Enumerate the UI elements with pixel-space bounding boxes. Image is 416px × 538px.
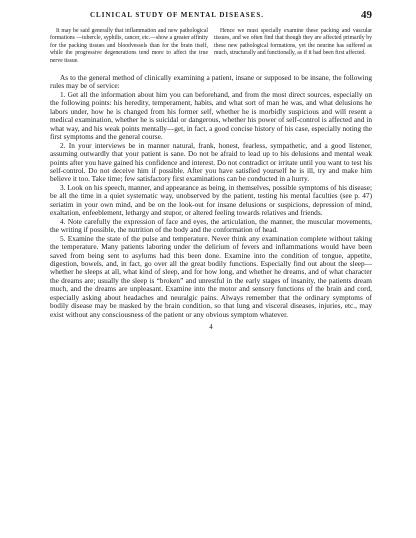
page-header — [50, 10, 372, 24]
paragraph-intro: As to the general method of clinically examining a patient, insane or supposed to be insane, the following rules may be of service: — [50, 73, 372, 91]
paragraph-rule-4: 4. Note carefully the expression of face and eyes, the articulation, the manner, the muscular movements, the writing if possible, the nutrition of the body and the conformation of head. — [50, 216, 372, 235]
note-right-text: Hence we must specially examine these packing and vascular tissues, and we often find that though they are affected primarily by these new pathological formations, yet the neurine has suffered as much, structurally and functionally, as if it had been first affected. — [214, 28, 372, 57]
paragraph-rule-1: 1. Get all the information about him you can beforehand, and from the most direct sources, especially on the following points: his heredity, temperament, habits, and what sort of man he was, and what delusions he labors under, how he is changed from his former self, whether he is morbidly suspicious and will resent a medical examination, whether he is suicidal or dangerous, whether his power of self-control is affected and in what way, and his weak points mentally—get, in fact, a good concise history of his case, especially noting the first symptoms and the general course. — [50, 89, 372, 142]
paragraph-rule-3: 3. Look on his speech, manner, and appearance as being, in themselves, possible symptoms of his disease; be all the time in a quiet systematic way, unobserved by the patient, testing his mental faculties (see p. 47) seriatim in your own mind, and be on the look-out for insane delusions or suspicions, depression of mind, exaltation, enfeeblement, lethargy and stupor, or altered feeling towards relatives and friends. — [50, 182, 372, 218]
paragraph-rule-5: 5. Examine the state of the pulse and temperature. Never think any examination complete without taking the temperature. Many patients laboring under the delirium of fevers and inflammations would have been saved from being sent to asylums had this been done. Examine into the condition of tongue, appetite, digestion, bowels, and, in fact, go over all the great bodily functions. Especially find out about the sleep—whether he sleeps at all, what kind of sleep, and for how long, and whether he dreams, and of what character the dreams are; usually the sleep is “broken” and unrestful in the early stages of insanity, the patients dream much, and the dreams are unpleasant. Examine into the motor and sensory functions of the brain and cord, especially asking about headaches and neuralgic pains. Always remember that the ordinary symptoms of bodily disease may be masked by the brain condition, so that lung and visceral diseases, injuries, etc., may exist without any consciousness of the patient or any obvious symptom whatever. — [50, 233, 372, 319]
note-left-text: It may be said generally that inflammation and new pathological formations —tubercle, syphilis, cancer, etc.—show a greater affinity for the packing tissues and bloodvessels than for the brain itself, while the progressive degenerations tend more to affect the true nerve tissue. — [50, 28, 208, 64]
body-text — [50, 74, 372, 319]
running-head: CLINICAL STUDY OF MENTAL DISEASES. — [90, 11, 264, 19]
paragraph-rule-2: 2. In your interviews be in manner natural, frank, honest, fearless, sympathetic, and a good listener, assuming outwardly that your patient is sane. Do not be afraid to lead up to his delusions and mental weak points after you have gained his confidence and interest. Do not contradict or irritate until you want to test his self-control. Do not deceive him if possible. After you have satisfied yourself he is ill, try and make him believe it too. Take time; few satisfactory first examinations can be conducted in a hurry. — [50, 140, 372, 184]
note-left-column — [50, 28, 208, 65]
page-number: 49 — [361, 9, 372, 21]
note-right-column — [214, 28, 372, 65]
two-column-note — [50, 28, 372, 65]
signature-mark: 4 — [209, 323, 213, 332]
